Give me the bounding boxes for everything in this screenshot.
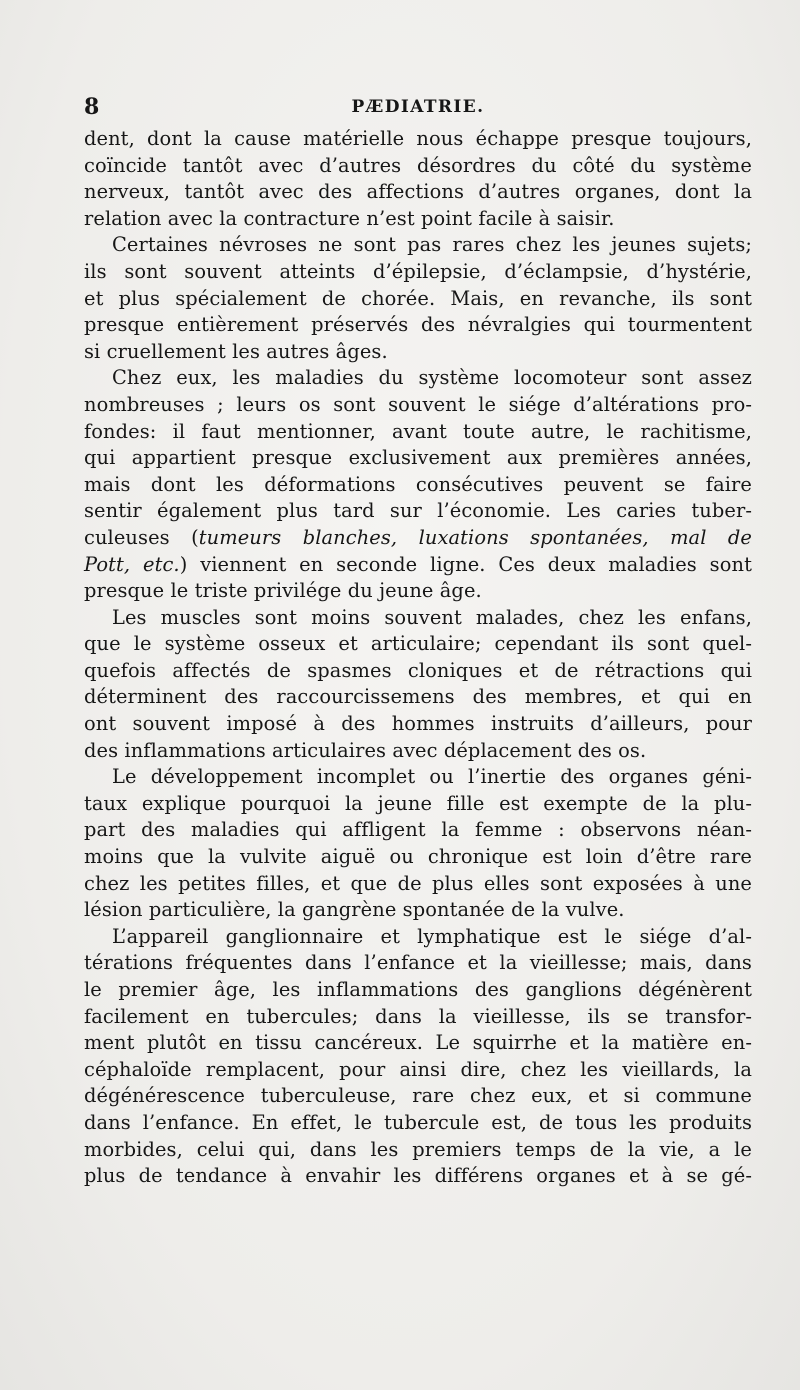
- text-line: déterminent des raccourcissemens des membres, et qui en: [84, 685, 752, 709]
- text-line: ont souvent imposé à des hommes instruits d’ailleurs, pour: [84, 712, 752, 736]
- text-line: céphaloïde remplacent, pour ainsi dire, chez les vieillards, la: [84, 1057, 752, 1081]
- text-line: des inflammations articulaires avec déplacement des os.: [84, 738, 647, 762]
- text-line: relation avec la contracture n’est point facile à saisir.: [84, 206, 615, 230]
- text-segment: culeuses (: [84, 525, 199, 549]
- text-line: dent, dont la cause matérielle nous échappe presque toujours,: [84, 127, 752, 150]
- text-line: presque entièrement préservés des névralgies qui tourmentent: [84, 313, 752, 337]
- text-line: ment plutôt en tissu cancéreux. Le squirrhe et la matière en-: [84, 1031, 752, 1055]
- text-line: nerveux, tantôt avec des affections d’autres organes, dont la: [84, 180, 752, 204]
- text-line: Chez eux, les maladies du système locomoteur sont assez: [112, 366, 752, 390]
- page-number: 8: [84, 94, 100, 120]
- text-line: dans l’enfance. En effet, le tubercule est, de tous les produits: [84, 1110, 752, 1134]
- text-line: Le développement incomplet ou l’inertie des organes géni-: [112, 765, 752, 789]
- text-line: coïncide tantôt avec d’autres désordres du côté du système: [84, 153, 752, 177]
- text-line: le premier âge, les inflammations des ganglions dégénèrent: [84, 978, 752, 1001]
- text-line: et plus spécialement de chorée. Mais, en revanche, ils sont: [84, 286, 752, 310]
- text-line: qui appartient presque exclusivement aux premières années,: [84, 446, 752, 470]
- text-line: chez les petites filles, et que de plus elles sont exposées à une: [84, 871, 752, 895]
- text-line: térations fréquentes dans l’enfance et la vieillesse; mais, dans: [84, 951, 752, 975]
- text-line: nombreuses ; leurs os sont souvent le siége d’altérations pro-: [84, 392, 752, 416]
- text-line: Les muscles sont moins souvent malades, chez les enfans,: [112, 605, 752, 629]
- running-head: [84, 92, 752, 122]
- text-line: [84, 525, 752, 552]
- text-line: morbides, celui qui, dans les premiers temps de la vie, a le: [84, 1137, 752, 1161]
- text-line: si cruellement les autres âges.: [84, 339, 388, 363]
- text-line: lésion particulière, la gangrène spontanée de la vulve.: [84, 898, 625, 922]
- text-line: [84, 552, 752, 579]
- text-line: dégénérescence tuberculeuse, rare chez eux, et si commune: [84, 1084, 752, 1108]
- text-line: que le système osseux et articulaire; cependant ils sont quel-: [84, 632, 752, 656]
- body-text: [84, 126, 752, 1190]
- text-line: quefois affectés de spasmes cloniques et de rétractions qui: [84, 658, 752, 682]
- text-line: sentir également plus tard sur l’économie. Les caries tuber-: [84, 499, 752, 523]
- text-segment: ) viennent en seconde ligne. Ces deux maladies sont: [179, 552, 752, 576]
- text-line: part des maladies qui affligent la femme : observons néan-: [84, 818, 752, 842]
- text-line: mais dont les déformations consécutives peuvent se faire: [84, 472, 752, 496]
- text-line: taux explique pourquoi la jeune fille est exempte de la plu-: [84, 791, 752, 815]
- text-line: facilement en tubercules; dans la vieillesse, ils se transfor-: [84, 1004, 752, 1028]
- text-line: presque le triste privilége du jeune âge.: [84, 579, 482, 603]
- text-line: Certaines névroses ne sont pas rares chez les jeunes sujets;: [112, 233, 752, 257]
- text-line: plus de tendance à envahir les différens organes et à se gé-: [84, 1164, 752, 1188]
- text-line: fondes: il faut mentionner, avant toute autre, le rachitisme,: [84, 419, 752, 443]
- italic-segment: Pott, etc.: [84, 552, 180, 576]
- text-line: L’appareil ganglionnaire et lymphatique est le siége d’al-: [112, 924, 752, 948]
- text-line: moins que la vulvite aiguë ou chronique est loin d’être rare: [84, 845, 752, 869]
- running-title: PÆDIATRIE.: [351, 97, 485, 117]
- italic-segment: tumeurs blanches, luxations spontanées, mal de: [198, 525, 752, 549]
- text-line: ils sont souvent atteints d’épilepsie, d’éclampsie, d’hystérie,: [84, 259, 752, 283]
